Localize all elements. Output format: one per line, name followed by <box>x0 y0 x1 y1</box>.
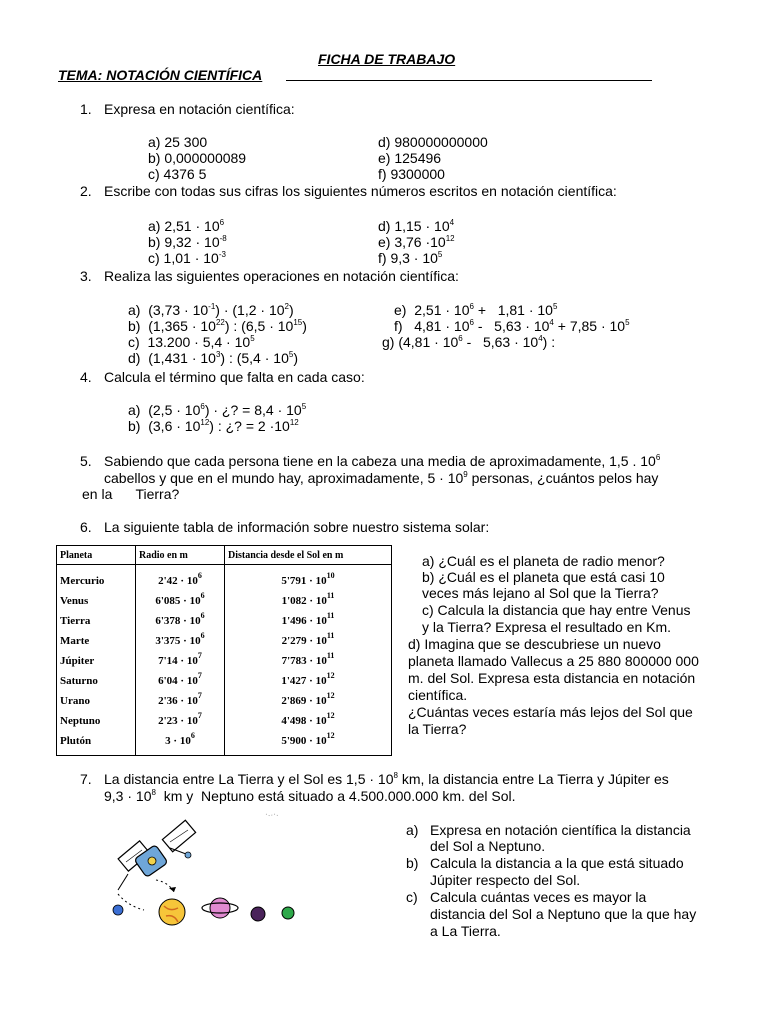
q1-item-c: c) 4376 5 <box>148 166 207 182</box>
cell-planeta: Mercurio <box>57 565 136 592</box>
q7-number: 7. <box>80 771 92 787</box>
q2-item-e: e) $3,76 \cdot 10^{12}$ <box>378 234 455 250</box>
q4-item-b: b) $(3,6 \cdot 10^{12})$ : ¿? = $2 \cdot 10^{12}$ <box>128 418 299 434</box>
q7-label-b: b) <box>406 855 419 871</box>
q7-question-c-line: distancia del Sol a Neptuno que la que hay <box>430 906 697 922</box>
q3-text: Realiza las siguientes operaciones en notación científica: <box>104 268 459 284</box>
q1-text: Expresa en notación científica: <box>104 101 295 117</box>
solar-system-table <box>56 545 392 756</box>
cell-radio: $2'36 \cdot 10^7$ <box>136 691 225 711</box>
cell-radio: $6'378 \cdot 10^6$ <box>136 611 225 631</box>
q6-question-line: la Tierra? <box>408 721 467 737</box>
cell-planeta: Tierra <box>57 611 136 631</box>
cell-distancia: $4'498 \cdot 10^{12}$ <box>225 711 392 731</box>
q2-item-d: d) $1,15 \cdot 10^4$ <box>378 218 455 234</box>
q6-question-line: científica. <box>408 687 468 703</box>
q7-label-c: c) <box>406 889 418 905</box>
q4-text: Calcula el término que falta en cada caso: <box>104 369 365 385</box>
cell-radio: $6'04 \cdot 10^7$ <box>136 671 225 691</box>
cell-distancia: $1'427 \cdot 10^{12}$ <box>225 671 392 691</box>
q6-question-line: m. del Sol. Expresa esta distancia en notación <box>408 670 696 686</box>
q7-question-a-line: Expresa en notación científica la distancia <box>430 822 691 838</box>
q6-question-line: planeta llamado Vallecus a 25 880 800000 000 <box>408 653 699 669</box>
q5-number: 5. <box>80 453 92 469</box>
q6-question-line: d) Imagina que se descubriese un nuevo <box>408 636 661 652</box>
q2-text: Escribe con todas sus cifras los siguientes números escritos en notación científica: <box>104 183 617 199</box>
q7-line1: La distancia entre La Tierra y el Sol es $1,5 \cdot 10^8$ km, la distancia entre La Tierra y Júpiter es <box>104 771 669 787</box>
q7-question-a-line: del Sol a Neptuno. <box>430 838 546 854</box>
cell-distancia: $1'082 \cdot 10^{11}$ <box>225 591 392 611</box>
planet-purple-icon <box>251 907 265 921</box>
q1-item-a: a) 25 300 <box>148 134 208 150</box>
table-row <box>57 651 392 671</box>
q2-item-f: f) $9,3 \cdot 10^5$ <box>378 250 443 266</box>
table-header-row <box>57 546 392 565</box>
cell-planeta: Saturno <box>57 671 136 691</box>
table-row <box>57 565 392 592</box>
q4-item-a: a) $(2,5 \cdot 10^6)$ · ¿? = $8,4 \cdot 10^5$ <box>128 402 307 418</box>
table-row <box>57 591 392 611</box>
q1-item-b: b) 0,000000089 <box>148 150 247 166</box>
cell-distancia: $5'900 \cdot 10^{12}$ <box>225 731 392 756</box>
q7-question-c-line: Calcula cuántas veces es mayor la <box>430 889 647 905</box>
saturn-icon <box>202 898 238 918</box>
cell-planeta: Plutón <box>57 731 136 756</box>
satellite-planets-illustration <box>108 810 328 940</box>
q6-question-line: y la Tierra? Expresa el resultado en Km. <box>422 619 672 635</box>
table-row <box>57 691 392 711</box>
worksheet-title: FICHA DE TRABAJO <box>318 51 456 67</box>
small-planet-icon <box>113 905 123 915</box>
q7-question-b-line: Júpiter respecto del Sol. <box>430 872 581 888</box>
cell-radio: $3 \cdot 10^6$ <box>136 731 225 756</box>
table-row <box>57 671 392 691</box>
cell-planeta: Marte <box>57 631 136 651</box>
cell-distancia: $2'869 \cdot 10^{12}$ <box>225 691 392 711</box>
cell-planeta: Urano <box>57 691 136 711</box>
cell-radio: $7'14 \cdot 10^7$ <box>136 651 225 671</box>
q6-text: La siguiente tabla de información sobre nuestro sistema solar: <box>104 519 490 535</box>
q4-number: 4. <box>80 369 92 385</box>
table-row <box>57 611 392 631</box>
col-header-planeta: Planeta <box>57 546 136 565</box>
cell-distancia: $2'279 \cdot 10^{11}$ <box>225 631 392 651</box>
table-row <box>57 711 392 731</box>
q3-item-g: g) $(4,81 \cdot 10^6 - 5,63 \cdot 10^4)$ : <box>382 334 556 350</box>
q2-item-b: b) $9,32 \cdot 10^{-8}$ <box>148 234 227 250</box>
q7-question-c-line: a La Tierra. <box>430 923 501 939</box>
q6-number: 6. <box>80 519 92 535</box>
q3-number: 3. <box>80 268 92 284</box>
col-header-distancia: Distancia desde el Sol en m <box>225 546 392 565</box>
q3-item-e: e) $2,51 \cdot 10^6 + 1,81 \cdot 10^5$ <box>394 302 558 318</box>
cell-radio: $2'42 \cdot 10^6$ <box>136 565 225 592</box>
q6-question-line: c) Calcula la distancia que hay entre Venus <box>422 602 691 618</box>
col-header-radio: Radio en m <box>136 546 225 565</box>
q2-item-a: a) $2,51 \cdot 10^6$ <box>148 218 225 234</box>
q3-item-c: c) $13.200 \cdot 5,4 \cdot 10^5$ <box>128 334 255 350</box>
planet-green-icon <box>282 907 294 919</box>
cell-planeta: Júpiter <box>57 651 136 671</box>
worksheet-topic: TEMA: NOTACIÓN CIENTÍFICA <box>58 67 263 83</box>
topic-underline <box>286 80 652 81</box>
cell-radio: $6'085 \cdot 10^6$ <box>136 591 225 611</box>
q3-item-f: f) $4,81 \cdot 10^6 - 5,63 \cdot 10^4 + 7,85 \cdot 10^5$ <box>394 318 630 334</box>
q6-question-line: veces más lejano al Sol que la Tierra? <box>422 585 659 601</box>
q5-line1: Sabiendo que cada persona tiene en la cabeza una media de aproximadamente, 1,5 . $10^6$ <box>104 453 661 469</box>
q3-item-b: b) $(1,365 \cdot 10^{22})$ : $(6,5 \cdot 10^{15})$ <box>128 318 307 334</box>
q6-question-line: a) ¿Cuál es el planeta de radio menor? <box>422 553 665 569</box>
q6-question-line: b) ¿Cuál es el planeta que está casi 10 <box>422 569 665 585</box>
q6-question-line: ¿Cuántas veces estaría más lejos del Sol que <box>408 704 693 720</box>
q1-number: 1. <box>80 101 92 117</box>
q5-line3: en la Tierra? <box>82 486 180 502</box>
q1-item-f: f) 9300000 <box>378 166 445 182</box>
q2-number: 2. <box>80 183 92 199</box>
table-row <box>57 731 392 756</box>
q3-item-a: a) $(3,73 \cdot 10^{-1}) \cdot (1,2 \cdot 10^2)$ <box>128 302 294 318</box>
q3-item-d: d) $(1,431 \cdot 10^3)$ : $(5,4 \cdot 10^5)$ <box>128 350 298 366</box>
cell-radio: $3'375 \cdot 10^6$ <box>136 631 225 651</box>
cell-planeta: Venus <box>57 591 136 611</box>
q7-label-a: a) <box>406 822 419 838</box>
q7-line2: $9,3 \cdot 10^8$ km y Neptuno está situado a 4.500.000.000 km. del Sol. <box>104 788 516 804</box>
sun-icon <box>159 899 185 925</box>
satellite-icon <box>118 820 196 890</box>
cell-radio: $2'23 \cdot 10^7$ <box>136 711 225 731</box>
table-row <box>57 631 392 651</box>
cell-distancia: $7'783 \cdot 10^{11}$ <box>225 651 392 671</box>
q2-item-c: c) $1,01 \cdot 10^{-3}$ <box>148 250 226 266</box>
cell-distancia: $5'791 \cdot 10^{10}$ <box>225 565 392 592</box>
cell-distancia: $1'496 \cdot 10^{11}$ <box>225 611 392 631</box>
q1-item-d: d) 980000000000 <box>378 134 488 150</box>
q5-line2: cabellos y que en el mundo hay, aproximadamente, $5 \cdot 10^9$ personas, ¿cuántos pelos hay <box>104 470 659 486</box>
q7-question-b-line: Calcula la distancia a la que está situado <box>430 855 684 871</box>
cell-planeta: Neptuno <box>57 711 136 731</box>
q1-item-e: e) 125496 <box>378 150 442 166</box>
